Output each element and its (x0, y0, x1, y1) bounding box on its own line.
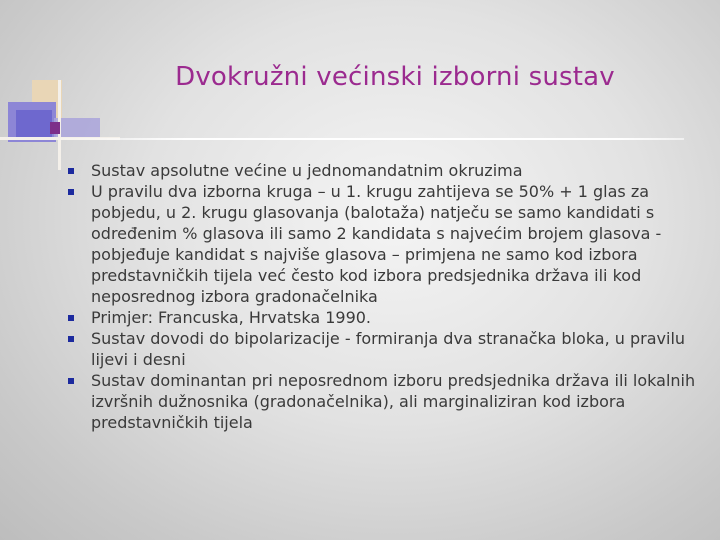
square-bullet-icon (68, 378, 74, 384)
bullet-list (66, 160, 716, 433)
square-bullet-icon (68, 168, 74, 174)
square-bullet-icon (68, 189, 74, 195)
bullet-item (66, 370, 716, 433)
bullet-text: U pravilu dva izborna kruga – u 1. krugu zahtijeva se 50% + 1 glas za pobjedu, u 2. krugu glasovanja (balotaža) natječu se samo kandidati s određenim % glasova ili samo 2 kandidata s najvećim brojem glasova - pobjeđuje kandidat s najviše glasova – primjena ne samo kod izbora predstavničkih tijela već često kod izbora predsjednika država ili kod neposrednog izbora gradonačelnika (91, 182, 662, 306)
bullet-text: Sustav apsolutne većine u jednomandatnim okruzima (91, 161, 523, 180)
square-bullet-icon (68, 336, 74, 342)
bullet-item (66, 160, 716, 181)
slide-title: Dvokružni većinski izborni sustav (175, 62, 615, 92)
square-bullet-icon (68, 315, 74, 321)
bullet-item (66, 181, 716, 307)
bullet-item (66, 307, 716, 328)
bullet-text: Primjer: Francuska, Hrvatska 1990. (91, 308, 372, 327)
bullet-text: Sustav dovodi do bipolarizacije - formiranja dva stranačka bloka, u pravilu lijevi i desni (91, 329, 686, 369)
bullet-item (66, 328, 716, 370)
title-divider (60, 138, 684, 140)
bullet-text: Sustav dominantan pri neposrednom izboru predsjednika država ili lokalnih izvršnih dužnosnika (gradonačelnika), ali marginaliziran kod izbora predstavničkih tijela (91, 371, 696, 432)
